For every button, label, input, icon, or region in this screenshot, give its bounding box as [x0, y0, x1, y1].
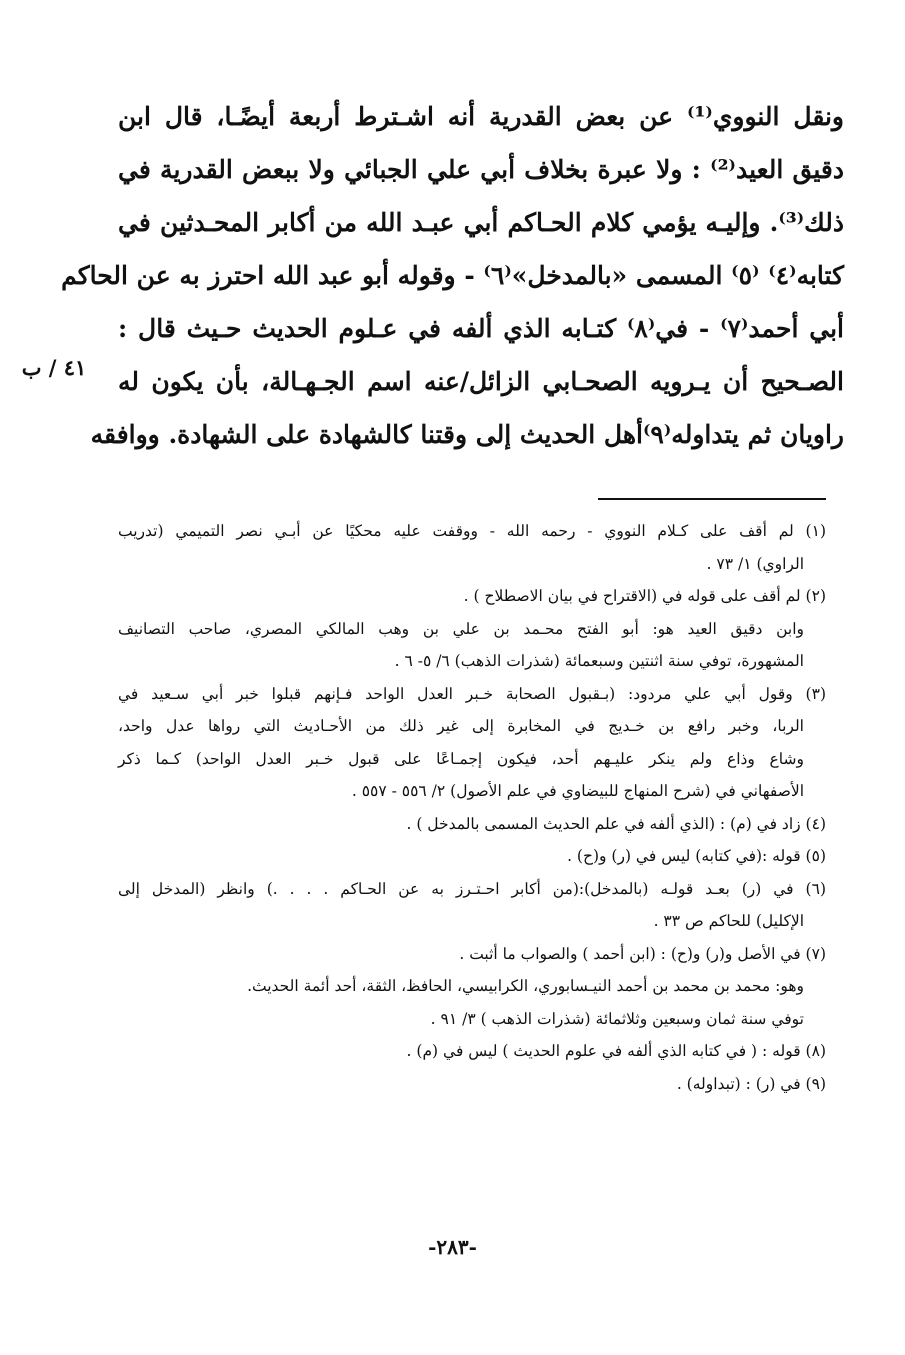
footnote-line: (١) لم أقف على كـلام النووي - رحمه الله - ووقفت عليه محكيًا عن أبـي نصر التميمي (تدريب: [118, 522, 826, 540]
footnotes-block: [118, 515, 826, 1100]
footnote-line: وابن دقيق العيد هو: أبو الفتح محـمد بن علي بن وهب المالكي المصري، صاحب التصانيف: [118, 619, 804, 638]
footnote-line: الإكليل) للحاكم ص ٣٣ .: [653, 912, 804, 930]
footnote-line: (٦) في (ر) بعـد قولـه (بالمدخل):(من أكابر احـتـرز به عن الحـاكم . . . .) وانظر (المدخل إلى: [118, 879, 826, 898]
main-text-block: [61, 90, 844, 461]
main-text-line: راويان ثم يتداوله⁽٩⁾أهل الحديث إلى وقتنا كالشهادة على الشهادة. ووافقه: [90, 420, 844, 449]
footnote-line: الأصفهاني في (شرح المنهاج للبيضاوي في علم الأصول) ٢/ ٥٥٦ - ٥٥٧ .: [351, 782, 804, 800]
footnote-line: الراوي) ١/ ٧٣ .: [706, 554, 804, 573]
footnote-line: (٣) وقول أبي علي مردود: (بـقبول الصحابة خـبر العدل الواحد فـإنهم قبلوا خبر أبي سـعيد في: [118, 684, 826, 703]
footnote-line: (٤) زاد في (م) : (الذي ألفه في علم الحديث المسمى بالمدخل ) .: [406, 814, 826, 833]
footnote-line: (٨) قوله : ( في كتابه الذي ألفه في علوم الحديث ) ليس في (م) .: [406, 1042, 826, 1060]
main-text-line: دقيق العيد⁽²⁾ : ولا عبرة بخلاف أبي علي الجبائي ولا ببعض القدرية في: [118, 155, 844, 184]
footnote-line: (٧) في الأصل و(ر) و(ح) : (ابن أحمد ) والصواب ما أثبت .: [459, 944, 826, 963]
main-text-line: كتابه⁽٤⁾ ⁽٥⁾ المسمى «بالمدخل»⁽٦⁾ - وقوله أبو عبد الله احترز به عن الحاكم: [61, 261, 844, 290]
footnote-line: (٢) لم أقف على قوله في (الاقتراح في بيان الاصطلاح ) .: [463, 587, 826, 605]
page-number: -٢٨٣-: [428, 1235, 477, 1259]
footnote-line: توفي سنة ثمان وسبعين وثلاثمائة (شذرات الذهب ) ٣/ ٩١ .: [430, 1009, 804, 1028]
footnote-line: الربا، وخبر رافع بن خـديج في المخابرة إلى غير ذلك من الأحـاديث التي رواها عدل واحد،: [118, 717, 804, 735]
manuscript-folio-note: ٤١ / ب: [21, 355, 87, 380]
main-text-line: الصـحيح أن يـرويه الصحـابي الزائل/عنه اسم الجـهـالة، بأن يكون له: [118, 367, 844, 396]
footnote-separator: [598, 498, 826, 500]
footnote-line: (٥) قوله :(في كتابه) ليس في (ر) و(ح) .: [567, 847, 826, 865]
footnote-line: (٩) في (ر) : (تبداوله) .: [676, 1074, 826, 1093]
footnote-line: المشهورة، توفي سنة اثنتين وسبعمائة (شذرات الذهب) ٦/ ٥- ٦ .: [394, 652, 804, 670]
main-text-line: ونقل النووي⁽¹⁾ عن بعض القدرية أنه اشـترط أربعة أيضًـا، قال ابن: [118, 102, 844, 131]
main-text-line: أبي أحمد⁽٧⁾ - في⁽٨⁾ كتـابه الذي ألفه في عـلوم الحديث حـيث قال :: [118, 314, 844, 343]
footnote-line: وشاع وذاع ولم ينكر عليـهم أحد، فيكون إجمـاعًا على قبول خـبر العدل الواحد) كـما ذكر: [118, 749, 804, 768]
footnote-line: وهو: محمد بن محمد بن أحمد النيـسابوري، الكرابيسي، الحافظ، الثقة، أحد أئمة الحديث.: [247, 977, 804, 995]
main-text-line: ذلك⁽³⁾. وإليـه يؤمي كلام الحـاكم أبي عبـد الله من أكابر المحـدثين في: [118, 208, 844, 237]
